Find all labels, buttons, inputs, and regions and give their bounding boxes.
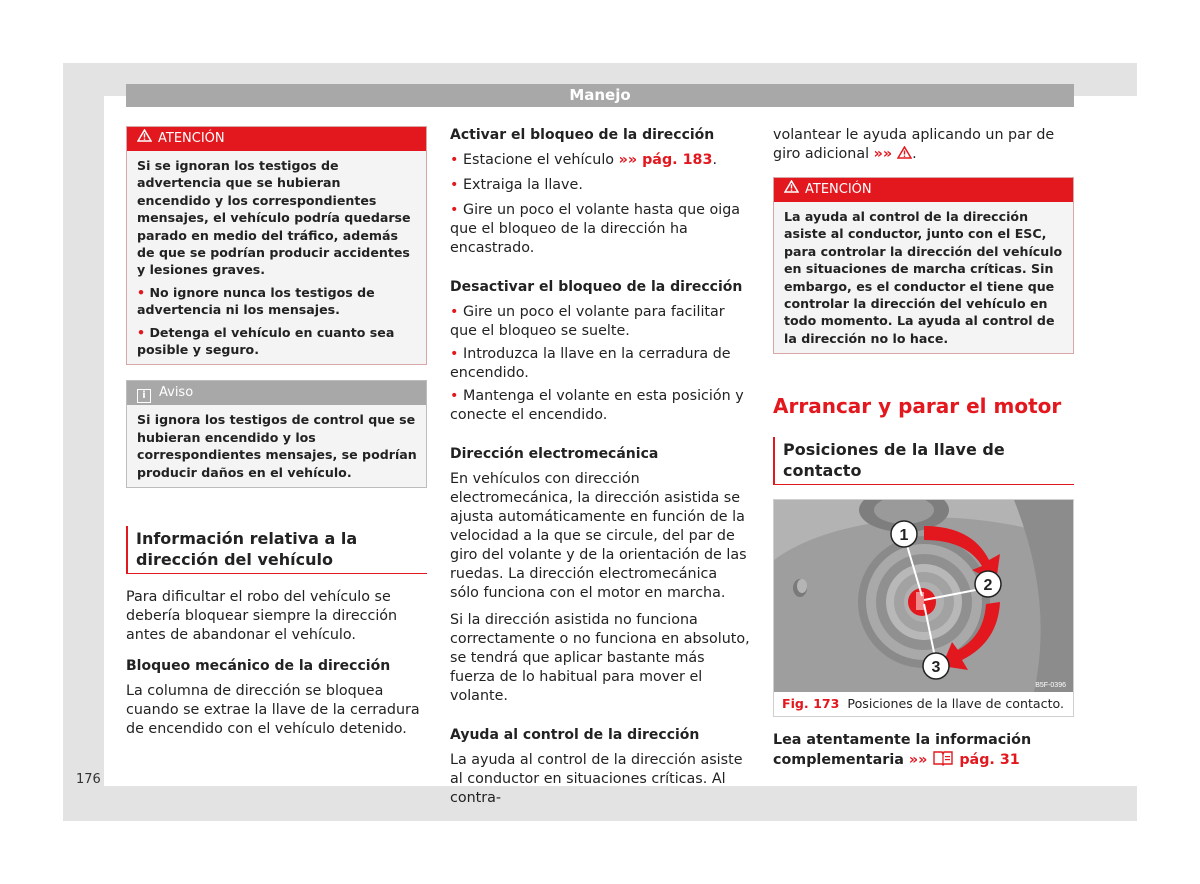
callout-2 <box>975 571 1001 597</box>
warning-box <box>126 126 427 365</box>
warning-body <box>127 151 426 364</box>
column-left <box>126 126 427 739</box>
warning-title: ATENCIÓN <box>158 131 225 146</box>
book-reference-link[interactable]: »» pág. 31 <box>908 752 1020 769</box>
svg-text:3: 3 <box>931 659 941 677</box>
figure-label: Fig. 173 <box>782 696 840 712</box>
warning-reference-link[interactable]: »» <box>874 146 912 162</box>
warning-body <box>774 202 1073 353</box>
list-item: • Gire un poco el volante hasta que oiga que el bloqueo de la dirección ha encastrado. <box>450 202 741 256</box>
page-number: 176 <box>76 772 101 787</box>
list-item: • Extraiga la llave. <box>450 177 583 193</box>
continued-text: volantear le ayuda aplicando un par de giro adicional »» . <box>773 127 1055 162</box>
figure-caption <box>774 692 1073 716</box>
list-item: • Gire un poco el volante para facilitar que el bloqueo se suelte. <box>450 304 725 339</box>
read-more-text: Lea atentamente la información complementaria »» pág. 31 <box>773 732 1032 769</box>
warning-header <box>774 178 1073 202</box>
intro-paragraph: Para dificultar el robo del vehículo se debería bloquear siempre la dirección antes de abandonar el vehículo. <box>126 589 398 644</box>
note-text: Si ignora los testigos de control que se hubieran encendido y los correspondientes mensajes, se podrían producir daños en el vehículo. <box>137 412 417 480</box>
list-item: • Estacione el vehículo »» pág. 183. <box>450 152 717 168</box>
warning-header <box>127 127 426 151</box>
column-right <box>773 126 1074 770</box>
deactivate-title: Desactivar el bloqueo de la dirección <box>450 279 743 295</box>
mech-lock-text: La columna de dirección se bloquea cuando se extrae la llave de la cerradura de encendido con el vehículo detenido. <box>126 683 420 738</box>
warning-triangle-icon <box>897 146 912 159</box>
note-box <box>126 380 427 488</box>
svg-text:2: 2 <box>983 577 993 595</box>
note-body <box>127 405 426 487</box>
chapter-header: Manejo <box>126 84 1074 107</box>
book-icon <box>932 750 954 766</box>
column-middle <box>450 126 750 808</box>
electro-title: Dirección electromecánica <box>450 446 659 462</box>
assist-title: Ayuda al control de la dirección <box>450 727 700 743</box>
info-icon: i <box>137 389 151 403</box>
electro-paragraph: En vehículos con dirección electromecánica, la dirección asistida se ajusta automáticamente en función de la velocidad a la que se circule, del par de giro del volante y de la orientación de las ruedas. La dirección electromecánica sólo funciona con el motor en marcha. <box>450 471 747 601</box>
page-reference-link[interactable]: »» pág. 183 <box>618 152 713 168</box>
figure-caption-text: Posiciones de la llave de contacto. <box>847 696 1064 712</box>
warning-triangle-icon <box>784 178 799 202</box>
warning-box-2 <box>773 177 1074 354</box>
activate-title: Activar el bloqueo de la dirección <box>450 127 715 143</box>
warning-title: ATENCIÓN <box>805 182 872 197</box>
ignition-lock-drawing <box>774 500 1073 692</box>
warning-triangle-icon <box>137 127 152 151</box>
note-title: Aviso <box>159 385 194 401</box>
warning-text: Si se ignoran los testigos de advertencia que se hubieran encendido y los correspondientes mensajes, el vehículo podría quedarse parado en medio del tráfico, además de que se podrían producir accidentes y lesiones graves. <box>137 158 411 278</box>
assist-text: La ayuda al control de la dirección asiste al conductor en situaciones críticas. Al contra- <box>450 752 743 806</box>
warning-bullet: • No ignore nunca los testigos de advertencia ni los mensajes. <box>137 284 375 318</box>
svg-text:1: 1 <box>899 527 909 545</box>
section-title: Información relativa a la dirección del vehículo <box>126 526 427 574</box>
note-header <box>127 381 426 405</box>
callout-1 <box>891 521 917 547</box>
ignition-illustration <box>774 500 1073 692</box>
list-item: • Introduzca la llave en la cerradura de encendido. <box>450 346 731 381</box>
subsection-title: Posiciones de la llave de contacto <box>773 437 1074 485</box>
list-item: • Mantenga el volante en esta posición y conecte el encendido. <box>450 388 744 423</box>
figure <box>773 499 1074 717</box>
figure-code: B5F-0396 <box>1035 682 1066 690</box>
warning-text: La ayuda al control de la dirección asiste al conductor, junto con el ESC, para controlar la dirección del vehículo en situaciones de marcha críticas. Sin embargo, es el conductor el tiene que controlar la dirección del vehículo en todo momento. La ayuda al control de la dirección no lo hace. <box>784 209 1063 346</box>
chapter-section-title: Arrancar y parar el motor <box>773 394 1062 419</box>
warning-bullet: • Detenga el vehículo en cuanto sea posible y seguro. <box>137 324 395 358</box>
callout-3 <box>923 653 949 679</box>
mech-lock-title: Bloqueo mecánico de la dirección <box>126 658 391 675</box>
electro-paragraph-2: Si la dirección asistida no funciona correctamente o no funciona en absoluto, se tendrá que aplicar bastante más fuerza de lo habitual para mover el volante. <box>450 612 750 704</box>
